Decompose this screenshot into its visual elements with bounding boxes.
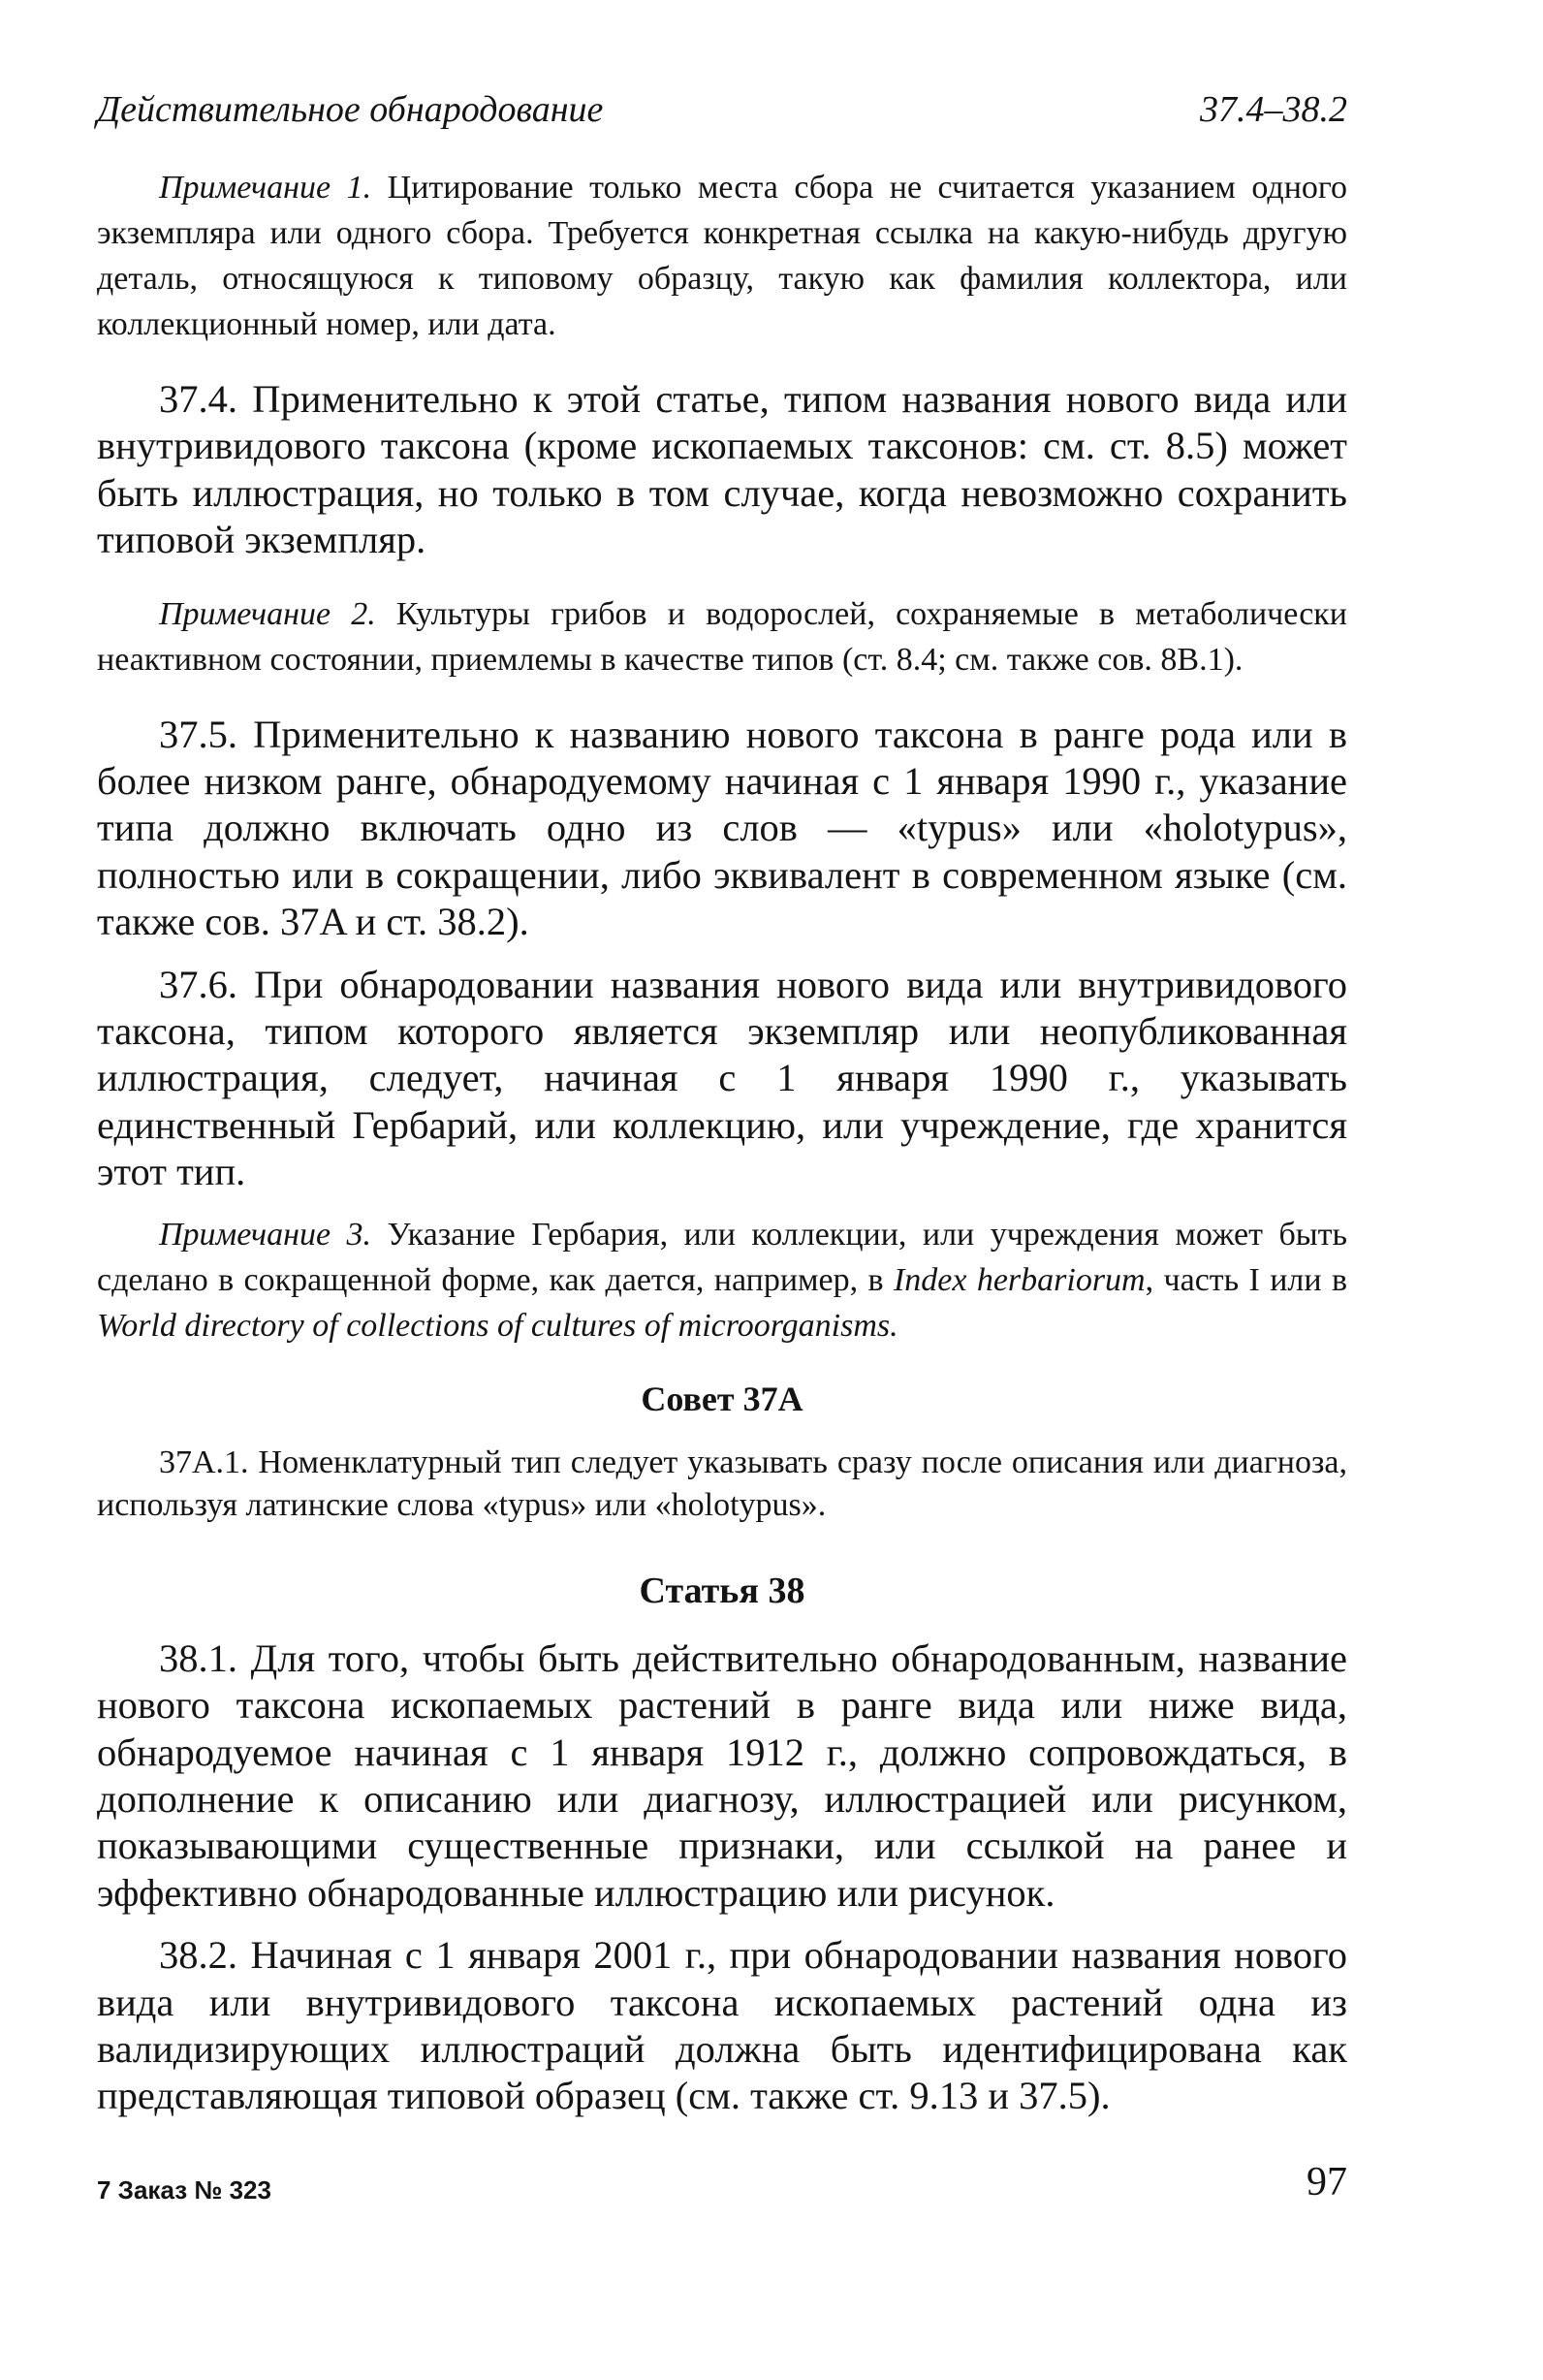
- article-37-5: 37.5. Применительно к названию нового таксона в ранге рода или в более низком ранге, обнародуемому начиная с 1 января 1990 г., указание типа должно включать одно из слов — «typus» или «holotypus», полностью или в сокращении, либо эквивалент в современном языке (см. также сов. 37A и ст. 38.2).: [97, 712, 1347, 944]
- note-1: [97, 165, 1347, 347]
- recommendation-37a-1: 37A.1. Номенклатурный тип следует указывать сразу после описания или диагноза, используя латинские слова «typus» или «holotypus».: [97, 1444, 1347, 1523]
- article-38-2: 38.2. Начиная с 1 января 2001 г., при обнародовании названия нового вида или внутривидового таксона ископаемых растений одна из валидизирующих иллюстраций должна быть идентифицирована как представляющая типовой образец (см. также ст. 9.13 и 37.5).: [97, 1933, 1347, 2118]
- note-1-label: Примечание 1.: [159, 170, 372, 206]
- running-header-range: 37.4–38.2: [1200, 89, 1347, 130]
- recommendation-37a-heading: Совет 37A: [641, 1379, 803, 1418]
- note-3-text-a: Указание Гербария, или коллекции, или учреждения может быть сделано в сокращенной форме, как дается, например, в: [97, 1216, 1347, 1298]
- note-3-label: Примечание 3.: [159, 1216, 372, 1253]
- article-37-4: 37.4. Применительно к этой статье, типом названия нового вида или внутривидового таксона (кроме ископаемых таксонов: см. ст. 8.5) может быть иллюстрация, но только в том случае, когда невозможно сохранить типовой экземпляр.: [97, 377, 1347, 562]
- article-38-1: 38.1. Для того, чтобы быть действительно обнародованным, название нового таксона ископаемых растений в ранге вида или ниже вида, обнародуемое начиная с 1 января 1912 г., должно сопровождаться, в дополнение к описанию или диагнозу, иллюстрацией или рисунком, показывающими существенные признаки, или ссылкой на ранее и эффективно обнародованные иллюстрацию или рисунок.: [97, 1635, 1347, 1915]
- book-page: [97, 87, 1347, 2336]
- article-37-6: 37.6. При обнародовании названия нового вида или внутривидового таксона, типом которого является экземпляр или неопубликованная иллюстрация, следует, начиная с 1 января 1990 г., указывать единственный Гербарий, или коллекцию, или учреждение, где хранится этот тип.: [97, 962, 1347, 1194]
- article-38-heading: Статья 38: [639, 1570, 805, 1611]
- printer-signature: 7 Заказ № 323: [97, 2175, 271, 2205]
- note-3-title-index-herbariorum: Index herbariorum: [893, 1261, 1146, 1298]
- note-3: [97, 1212, 1347, 1349]
- running-header: [97, 87, 1347, 132]
- note-1-text: Цитирование только места сбора не считается указанием одного экземпляра или одного сбора. Требуется конкретная ссылка на какую-нибудь другую деталь, относящуюся к типовому образцу, такую как фамилия коллектора, или коллекционный номер, или дата.: [97, 170, 1348, 342]
- note-2: [97, 591, 1347, 682]
- note-2-text: Культуры грибов и водорослей, сохраняемые в метаболически неактивном состоянии, приемлемы в качестве типов (ст. 8.4; см. также сов. 8B.1).: [97, 595, 1347, 678]
- page-footer: [97, 2160, 1347, 2205]
- running-header-title: Действительное обнародование: [97, 89, 604, 130]
- note-3-text-b: , часть I или в: [1145, 1261, 1347, 1298]
- page-number: 97: [1307, 2160, 1347, 2205]
- note-2-label: Примечание 2.: [159, 595, 376, 632]
- note-3-title-world-directory: World directory of collections of cultures of microorganisms.: [97, 1307, 898, 1344]
